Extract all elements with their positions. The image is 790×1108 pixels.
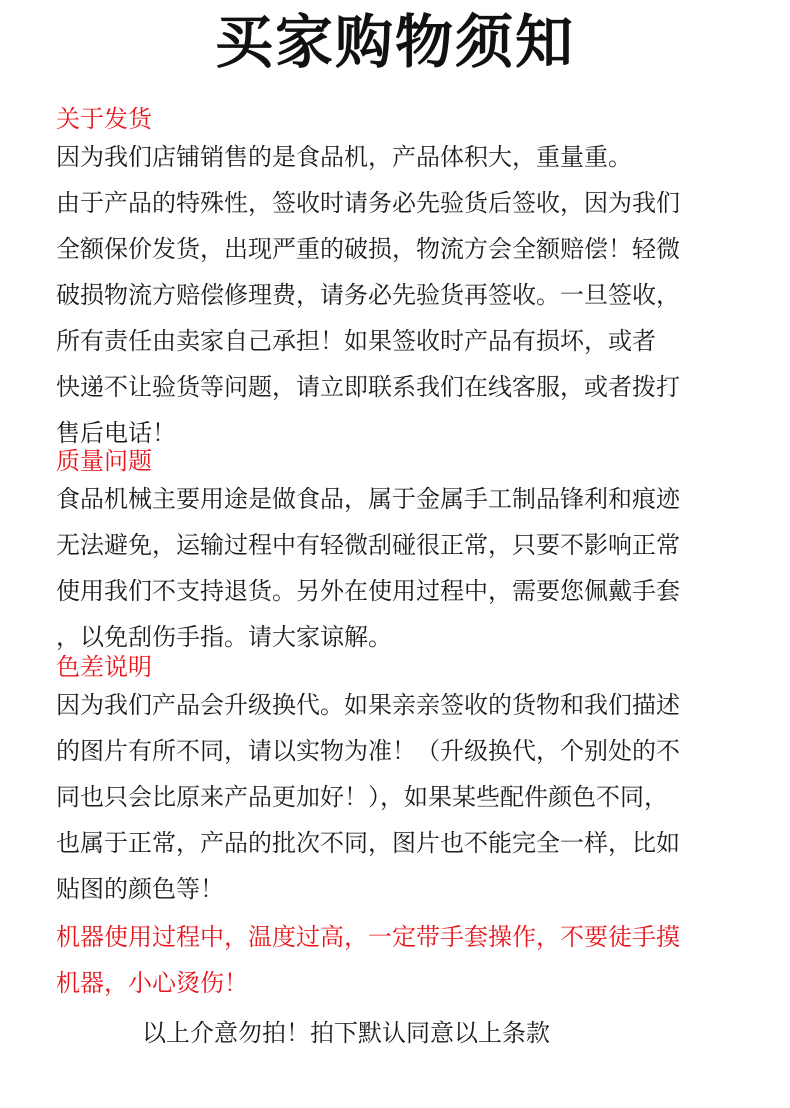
paragraph-line: 贴图的颜色等！ [56,875,224,903]
section-color-difference [56,652,756,912]
paragraph-line: 使用我们不支持退货。另外在使用过程中，需要您佩戴手套 [56,577,680,605]
paragraph-line: 快递不让验货等问题，请立即联系我们在线客服，或者拨打 [56,373,680,401]
paragraph-line: 由于产品的特殊性，签收时请务必先验货后签收，因为我们 [56,189,680,217]
paragraph-line: 因为我们产品会升级换代。如果亲亲签收的货物和我们描述 [56,691,680,719]
paragraph-line: 破损物流方赔偿修理费，请务必先验货再签收。一旦签收， [56,281,680,309]
paragraph-line: 所有责任由卖家自己承担！如果签收时产品有损坏，或者 [56,327,656,355]
paragraph-line: 食品机械主要用途是做食品，属于金属手工制品锋利和痕迹 [56,485,680,513]
warning-notice [56,914,756,1006]
warning-line: 机器，小心烫伤！ [56,969,248,997]
paragraph-line: 无法避免，运输过程中有轻微刮碰很正常，只要不影响正常 [56,531,680,559]
paragraph-line: 的图片有所不同，请以实物为准！（升级换代，个别处的不 [56,737,680,765]
section-quality [56,446,756,660]
paragraph-line: 全额保价发货，出现严重的破损，物流方会全额赔偿！轻微 [56,235,680,263]
paragraph-line: 也属于正常，产品的批次不同，图片也不能完全一样，比如 [56,829,680,857]
paragraph-line: 同也只会比原来产品更加好！），如果某些配件颜色不同， [56,783,668,811]
page-title: 买家购物须知 [214,8,575,76]
paragraph-line: 售后电话！ [56,419,176,447]
section-heading-quality: 质量问题 [56,447,152,475]
warning-line: 机器使用过程中，温度过高，一定带手套操作，不要徒手摸 [56,923,680,951]
section-shipping [56,104,756,456]
section-heading-shipping: 关于发货 [56,105,152,133]
section-heading-color-difference: 色差说明 [56,653,152,681]
paragraph-line: ，以免刮伤手指。请大家谅解。 [56,623,392,651]
paragraph-line: 因为我们店铺销售的是食品机，产品体积大，重量重。 [56,143,632,171]
footer-note: 以上介意勿拍！拍下默认同意以上条款 [142,1019,550,1047]
